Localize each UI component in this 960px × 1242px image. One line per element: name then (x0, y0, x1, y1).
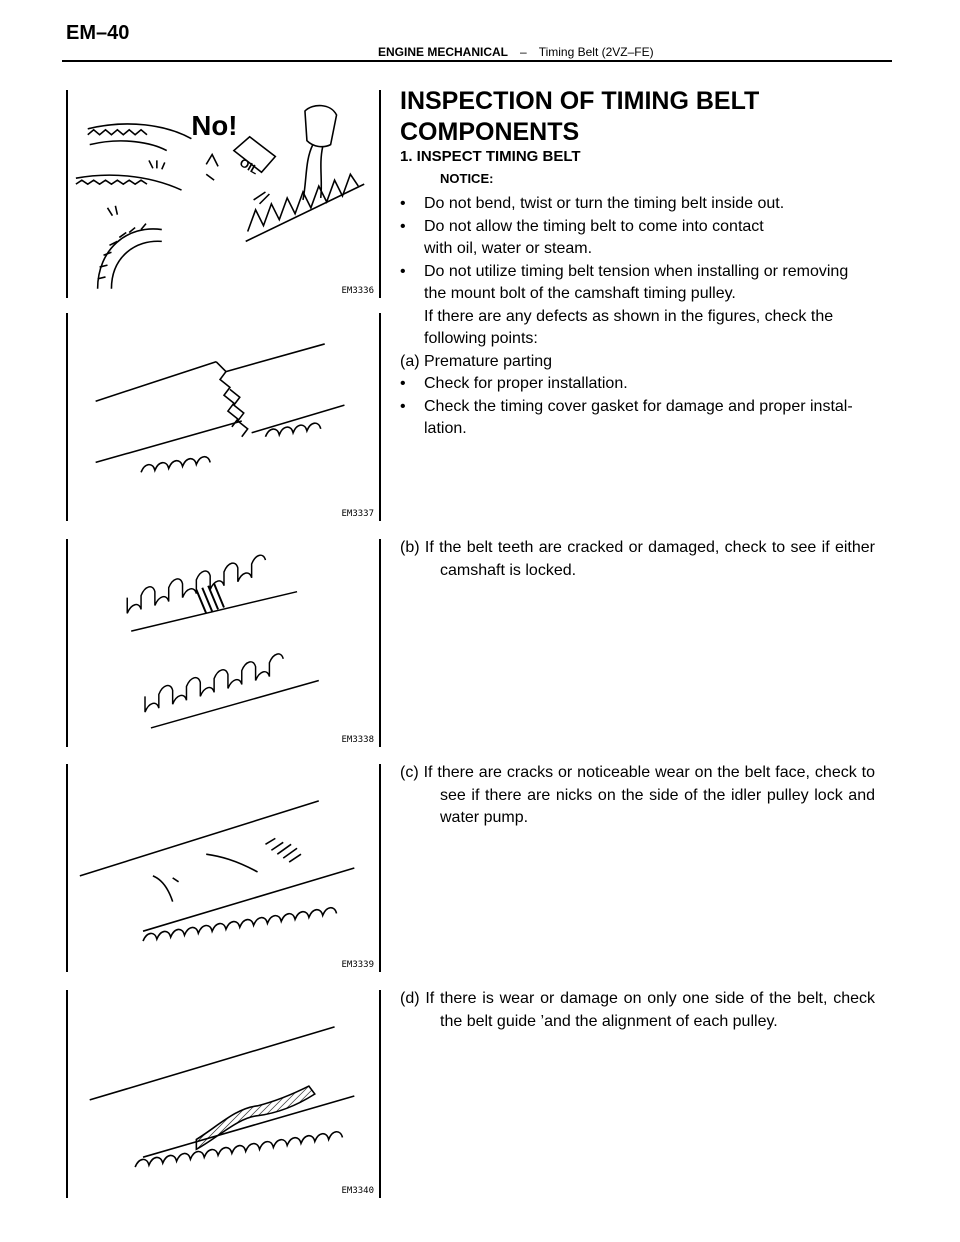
notice-item-3: • Do not utilize timing belt tension when installing or removing (400, 261, 880, 284)
page-number: EM–40 (66, 22, 130, 44)
item-c: (c) If there are cracks or noticeable wear on the belt face, check to see if there are nicks on the side of the idler pulley lock and water pump. (400, 764, 875, 826)
defects-intro: If there are any defects as shown in the figures, check the (424, 307, 834, 325)
figure-4-belt-face-wear (66, 764, 381, 972)
figure-2-code: EM3337 (341, 509, 374, 519)
notice-item-2-cont: with oil, water or steam. (424, 240, 593, 257)
oil-label: OIL (237, 155, 262, 178)
figure-4-drawing (68, 764, 379, 972)
section-title (400, 86, 900, 148)
notice-list (400, 193, 880, 441)
item-a-heading: (a) Premature parting (400, 352, 553, 370)
item-a-bullet-2-cont: lation. (424, 420, 467, 437)
running-header (378, 45, 654, 59)
header-separator: – (520, 45, 527, 59)
figure-5-code: EM3340 (341, 1186, 374, 1196)
figure-5-drawing (68, 990, 379, 1198)
section-title-line-1: INSPECTION OF TIMING BELT (400, 87, 760, 115)
section-title-line-2: COMPONENTS (400, 118, 580, 146)
notice-item-1: • Do not bend, twist or turn the timing belt inside out. (400, 193, 880, 216)
item-a-bullet-2: • Check the timing cover gasket for damage and proper instal- (400, 396, 880, 419)
step-1-heading: 1. INSPECT TIMING BELT (400, 148, 581, 165)
figure-4-code: EM3339 (341, 960, 374, 970)
item-d: (d) If there is wear or damage on only one side of the belt, check the belt guide ’and the alignment of each pulley. (400, 990, 875, 1030)
figure-2-premature-parting (66, 313, 381, 521)
figure-2-drawing (68, 313, 379, 521)
header-subsection: Timing Belt (2VZ–FE) (538, 45, 654, 59)
figure-3-drawing (68, 539, 379, 747)
item-a-bullet-1: • Check for proper installation. (400, 373, 880, 396)
figure-3-code: EM3338 (341, 735, 374, 745)
figure-1-drawing (68, 90, 379, 298)
figure-1-no-oil (66, 90, 381, 298)
no-label: No! (191, 109, 238, 141)
defects-intro-cont: following points: (424, 330, 538, 347)
figure-1-code: EM3336 (341, 286, 374, 296)
figure-3-cracked-teeth (66, 539, 381, 747)
notice-item-2: • Do not allow the timing belt to come into contact (400, 216, 880, 239)
notice-item-3-cont: the mount bolt of the camshaft timing pulley. (424, 285, 736, 302)
item-b: (b) If the belt teeth are cracked or damaged, check to see if either camshaft is locked. (400, 539, 875, 579)
notice-label: NOTICE: (440, 171, 494, 186)
figure-5-one-side-wear (66, 990, 381, 1198)
header-section: ENGINE MECHANICAL (378, 45, 509, 59)
header-rule (62, 60, 892, 62)
